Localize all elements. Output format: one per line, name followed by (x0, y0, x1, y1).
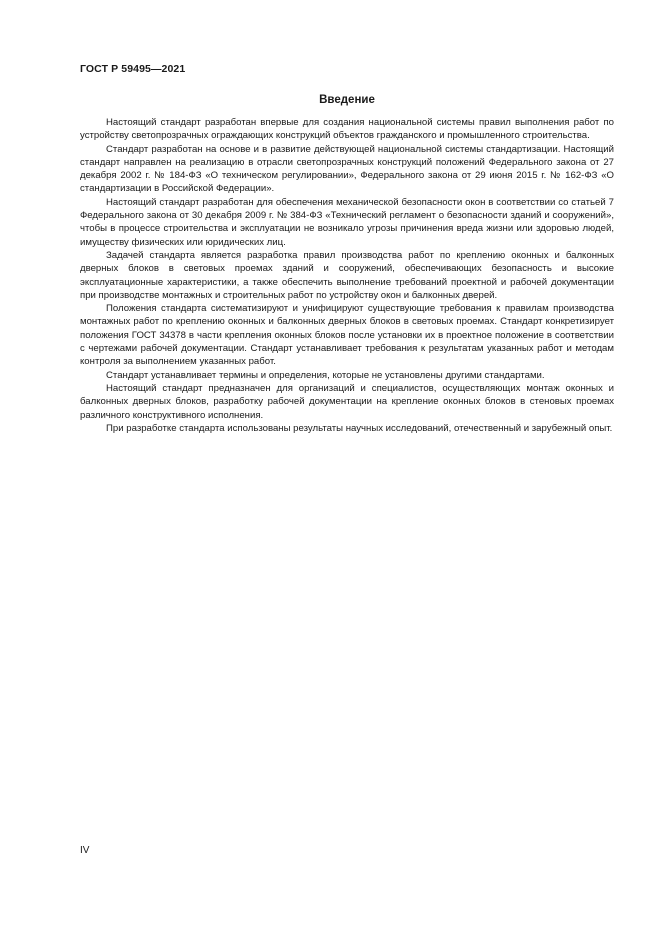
paragraph-8: При разработке стандарта использованы результаты научных исследований, отечественный и зарубежный опыт. (106, 422, 613, 434)
paragraph-7: Настоящий стандарт предназначен для организаций и специалистов, осуществляющих монтаж оконных и балконных дверных блоков, разработку рабочей документации на крепление оконных блоков в стеновых проемах различного конструктивного исполнения. (80, 382, 614, 421)
paragraph-4: Задачей стандарта является разработка правил производства работ по креплению оконных и балконных дверных блоков в световых проемах зданий и сооружений, обеспечивающих безопасность и высокие эксплуатационные характеристики, а также обеспечить выполнение требований проектной и рабочей документации при производстве монтажных и строительных работ по устройству окон и балконных дверей. (80, 249, 614, 301)
paragraph-2: Стандарт разработан на основе и в развитие действующей национальной системы стандартизации. Настоящий стандарт направлен на реализацию в отрасли светопрозрачных конструкций положений Федерального закона от 27 декабря 2002 г. № 184-ФЗ «О техническом регулировании», Федерального закона от 29 июня 2015 г. № 162-ФЗ «О стандартизации в Российской Федерации». (80, 143, 614, 195)
document-code: ГОСТ Р 59495—2021 (80, 63, 186, 75)
paragraph-5: Положения стандарта систематизируют и унифицируют существующие требования к правилам производства монтажных работ по креплению оконных и балконных дверных блоков в световых проемах. Стандарт конкретизирует положения ГОСТ 34378 в части крепления оконных блоков после установки их в проектное положение в соответствии с чертежами рабочей документации. Стандарт устанавливает требования к результатам указанных работ и методам контроля за выполнением указанных работ. (80, 303, 614, 368)
body-text (80, 116, 614, 435)
page-number: IV (80, 845, 90, 856)
section-title: Введение (319, 94, 375, 106)
paragraph-6: Стандарт устанавливает термины и определения, которые не установлены другими стандартами. (106, 369, 545, 381)
paragraph-1: Настоящий стандарт разработан впервые для создания национальной системы правил выполнения работ по устройству светопрозрачных ограждающих конструкций объектов гражданского и промышленного строительства. (80, 117, 614, 142)
paragraph-3: Настоящий стандарт разработан для обеспечения механической безопасности окон в соответствии со статьей 7 Федерального закона от 30 декабря 2009 г. № 384-ФЗ «Технический регламент о безопасности зданий и сооружений», чтобы в процессе строительства и эксплуатации не возникало угрозы причинения вреда жизни или здоровью людей, имуществу физических или юридических лиц. (80, 196, 614, 248)
